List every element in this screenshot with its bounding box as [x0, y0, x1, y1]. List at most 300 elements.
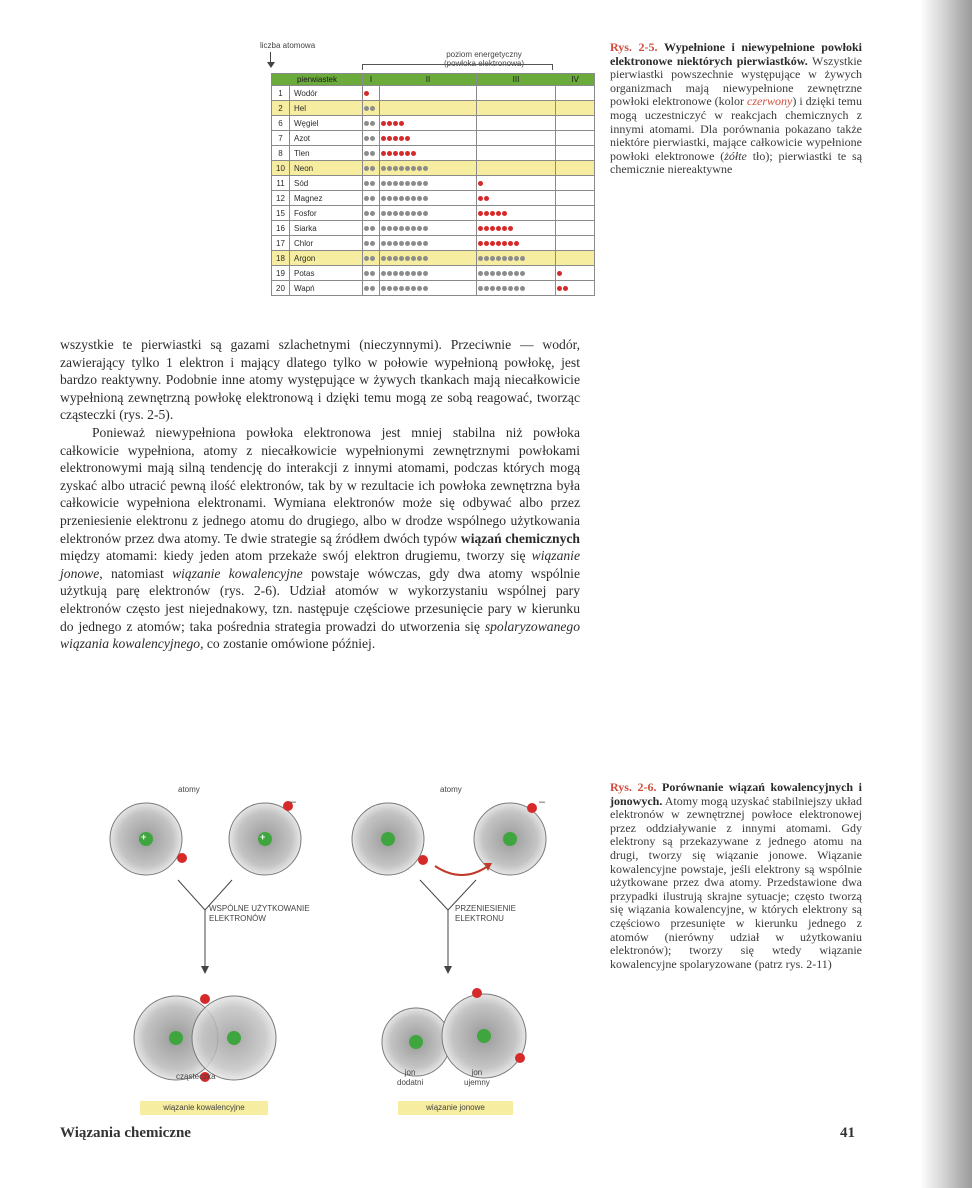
atoms-label-right: atomy: [440, 785, 462, 794]
electron-dot: [364, 136, 369, 141]
sharing-label: WSPÓLNE UŻYTKOWANIE ELEKTRONÓW: [209, 904, 310, 923]
electron-dot: [502, 271, 507, 276]
atomic-number: 20: [272, 281, 290, 296]
page-number: 41: [840, 1125, 855, 1141]
atomic-number: 6: [272, 116, 290, 131]
table-row: [272, 116, 595, 131]
shell-cell: [363, 236, 380, 251]
electron-dot: [387, 121, 392, 126]
shell-cell: [363, 131, 380, 146]
electron-dot: [484, 211, 489, 216]
electron-dot: [508, 256, 513, 261]
shell-cell: [556, 116, 595, 131]
table-row: [272, 101, 595, 116]
electron-dot: [417, 241, 422, 246]
electron-dot: [484, 256, 489, 261]
electron-dot: [520, 271, 525, 276]
electron-dot: [423, 181, 428, 186]
electron-dot: [514, 286, 519, 291]
electron-dot: [496, 286, 501, 291]
shell-cell: [380, 266, 477, 281]
electron-dot: [423, 271, 428, 276]
electron-dot: [527, 803, 537, 813]
electron-dot: [423, 286, 428, 291]
electron-dot: [393, 271, 398, 276]
shell-cell: [556, 86, 595, 101]
electron-dot: [417, 286, 422, 291]
atomic-number: 16: [272, 221, 290, 236]
atomic-number: 15: [272, 206, 290, 221]
electron-dot: [484, 226, 489, 231]
electron-dot: [393, 226, 398, 231]
electron-dot: [418, 855, 428, 865]
shell-cell: [380, 131, 477, 146]
energy-level-label: poziom energetyczny (powłoka elektronowa): [443, 50, 525, 68]
electron-shell-table: [271, 73, 595, 296]
shell-cell: [477, 191, 556, 206]
shell-cell: [363, 146, 380, 161]
arrow-head-icon: [267, 62, 275, 68]
covalent-bond-label: wiązanie kowalencyjne: [140, 1101, 268, 1115]
shell-cell: [477, 236, 556, 251]
atomic-number: 7: [272, 131, 290, 146]
electron-dot: [387, 271, 392, 276]
atoms-label-left: atomy: [178, 785, 200, 794]
electron-dot: [387, 226, 392, 231]
electron-dot: [502, 226, 507, 231]
electron-dot: [364, 106, 369, 111]
shell-cell: [477, 131, 556, 146]
table-header: [272, 74, 595, 86]
atomic-number: 10: [272, 161, 290, 176]
electron-dot: [364, 211, 369, 216]
shell-cell: [380, 191, 477, 206]
electron-dot: [490, 241, 495, 246]
electron-dot: [364, 151, 369, 156]
electron-dot: [502, 211, 507, 216]
element-name: Neon: [290, 161, 363, 176]
shell-cell: [556, 146, 595, 161]
electron-symbol: –: [290, 796, 297, 808]
electron-dot: [399, 136, 404, 141]
table-row: [272, 206, 595, 221]
electron-dot: [364, 121, 369, 126]
electron-dot: [387, 256, 392, 261]
electron-dot: [484, 286, 489, 291]
electron-dot: [423, 241, 428, 246]
nucleus-symbol: +: [141, 832, 147, 842]
electron-dot: [405, 181, 410, 186]
electron-dot: [411, 241, 416, 246]
table-row: [272, 221, 595, 236]
electron-dot: [381, 256, 386, 261]
electron-dot: [370, 226, 375, 231]
electron-dot: [405, 196, 410, 201]
electron-dot: [478, 226, 483, 231]
shell-cell: [556, 236, 595, 251]
shell-cell: [380, 161, 477, 176]
shell-cell: [477, 161, 556, 176]
molecule-label: cząsteczka: [176, 1072, 216, 1081]
electron-dot: [514, 256, 519, 261]
electron-dot: [423, 196, 428, 201]
electron-dot: [405, 211, 410, 216]
electron-dot: [381, 121, 386, 126]
electron-dot: [381, 151, 386, 156]
electron-dot: [364, 241, 369, 246]
electron-dot: [502, 256, 507, 261]
shell-cell: [556, 191, 595, 206]
electron-dot: [387, 181, 392, 186]
electron-dot: [393, 136, 398, 141]
electron-dot: [520, 256, 525, 261]
electron-dot: [364, 256, 369, 261]
electron-dot: [411, 286, 416, 291]
positive-ion: [382, 1008, 450, 1076]
electron-dot: [387, 241, 392, 246]
electron-dot: [423, 226, 428, 231]
figure-2-5-caption: Rys. 2-5. Wypełnione i niewypełnione powłoki elektronowe niektórych pierwiastków. Wszystkie pierwiastki powszechnie występujące w żywych organizmach mają niewypełnione zewnętrzne powłoki elektronowe (kolor czerwony) i dzięki temu mogą uczestniczyć w reakcjach chemicznych z innymi atomami. Dla porównania pokazano także niektóre pierwiastki, mające całkowicie wypełnione powłoki elektronowe (żółte tło); pierwiastki te są chemicznie niereaktywne: [610, 40, 863, 177]
shell-cell: [380, 86, 477, 101]
element-name: Hel: [290, 101, 363, 116]
atomic-number-label: liczba atomowa: [260, 41, 316, 50]
electron-dot: [411, 226, 416, 231]
shell-cell: [556, 251, 595, 266]
shell-cell: [477, 176, 556, 191]
electron-dot: [370, 121, 375, 126]
electron-dot: [405, 226, 410, 231]
electron-dot: [411, 151, 416, 156]
table-row: [272, 251, 595, 266]
transfer-arrow: [435, 866, 488, 875]
table-row: [272, 176, 595, 191]
electron-dot: [478, 271, 483, 276]
electron-dot: [370, 241, 375, 246]
electron-dot: [508, 226, 513, 231]
electron-dot: [364, 166, 369, 171]
electron-dot: [364, 286, 369, 291]
electron-dot: [508, 271, 513, 276]
electron-dot: [399, 196, 404, 201]
electron-dot: [370, 181, 375, 186]
electron-dot: [520, 286, 525, 291]
electron-dot: [508, 241, 513, 246]
shell-cell: [477, 101, 556, 116]
electron-dot: [370, 271, 375, 276]
shell-cell: [380, 281, 477, 296]
electron-dot: [478, 181, 483, 186]
shell-cell: [477, 251, 556, 266]
electron-dot: [393, 286, 398, 291]
atomic-number: 11: [272, 176, 290, 191]
electron-dot: [502, 241, 507, 246]
electron-dot: [387, 136, 392, 141]
electron-dot: [393, 151, 398, 156]
electron-dot: [405, 241, 410, 246]
electron-dot: [411, 271, 416, 276]
header-shell: II: [380, 74, 477, 86]
electron-dot: [381, 241, 386, 246]
electron-dot: [387, 286, 392, 291]
element-name: Sód: [290, 176, 363, 191]
electron-dot: [417, 196, 422, 201]
shell-cell: [556, 206, 595, 221]
electron-dot: [405, 151, 410, 156]
electron-dot: [399, 271, 404, 276]
element-name: Chlor: [290, 236, 363, 251]
electron-dot: [381, 271, 386, 276]
electron-dot: [490, 286, 495, 291]
electron-dot: [417, 256, 422, 261]
electron-dot: [399, 166, 404, 171]
shell-cell: [380, 236, 477, 251]
electron-dot: [370, 106, 375, 111]
atom-right-1: [352, 803, 424, 875]
shell-cell: [363, 266, 380, 281]
electron-dot: [393, 256, 398, 261]
electron-dot: [490, 256, 495, 261]
electron-dot: [381, 211, 386, 216]
atomic-number: 1: [272, 86, 290, 101]
electron-dot: [514, 241, 519, 246]
shell-cell: [380, 116, 477, 131]
electron-dot: [490, 226, 495, 231]
electron-dot: [393, 196, 398, 201]
electron-dot: [393, 166, 398, 171]
electron-dot: [370, 166, 375, 171]
electron-dot: [381, 166, 386, 171]
electron-dot: [417, 211, 422, 216]
shell-cell: [363, 206, 380, 221]
table-row: [272, 281, 595, 296]
electron-dot: [381, 226, 386, 231]
negative-ion-label: jon ujemny: [464, 1068, 490, 1087]
electron-dot: [417, 271, 422, 276]
nucleus-symbol: +: [260, 832, 266, 842]
header-shell: IV: [556, 74, 595, 86]
electron-dot: [405, 286, 410, 291]
element-name: Siarka: [290, 221, 363, 236]
shell-cell: [477, 86, 556, 101]
bond-comparison-diagram: [90, 780, 590, 1130]
electron-dot: [364, 271, 369, 276]
electron-dot: [411, 256, 416, 261]
atomic-number: 18: [272, 251, 290, 266]
electron-dot: [364, 226, 369, 231]
header-shell: I: [363, 74, 380, 86]
atomic-number: 8: [272, 146, 290, 161]
paragraph-1: wszystkie te pierwiastki są gazami szlachetnymi (nieczynnymi). Przeciwnie — wodór, zawierający tylko 1 elektron i mający dlatego tylko w połowie wypełnioną powłokę, jest bardzo reaktywny. Podobnie inne atomy występujące w żywych tkankach mają niecałkowicie wypełnioną zewnętrzną powłokę elektronową i dzięki temu mogą ze sobą reagować, tworząc cząsteczki (rys. 2-5).: [60, 337, 580, 423]
electron-dot: [411, 196, 416, 201]
positive-ion-label: jon dodatni: [397, 1068, 424, 1087]
electron-dot: [405, 166, 410, 171]
electron-dot: [417, 226, 422, 231]
molecule: [134, 994, 276, 1082]
electron-dot: [496, 226, 501, 231]
electron-dot: [393, 181, 398, 186]
shell-cell: [363, 251, 380, 266]
shell-cell: [556, 221, 595, 236]
atomic-number: 12: [272, 191, 290, 206]
shell-cell: [556, 176, 595, 191]
electron-dot: [393, 121, 398, 126]
shell-cell: [477, 206, 556, 221]
table-row: [272, 131, 595, 146]
electron-dot: [423, 256, 428, 261]
electron-dot: [417, 166, 422, 171]
electron-dot: [423, 211, 428, 216]
table-row: [272, 266, 595, 281]
electron-dot: [381, 136, 386, 141]
shell-cell: [363, 101, 380, 116]
electron-dot: [496, 256, 501, 261]
element-name: Potas: [290, 266, 363, 281]
shell-cell: [556, 161, 595, 176]
electron-dot: [370, 286, 375, 291]
table-row: [272, 146, 595, 161]
electron-dot: [364, 196, 369, 201]
electron-dot: [381, 181, 386, 186]
electron-dot: [399, 211, 404, 216]
shell-cell: [477, 116, 556, 131]
shell-cell: [477, 221, 556, 236]
electron-dot: [484, 271, 489, 276]
table-row: [272, 86, 595, 101]
shell-cell: [363, 176, 380, 191]
element-name: Tlen: [290, 146, 363, 161]
electron-dot: [399, 181, 404, 186]
electron-dot: [484, 241, 489, 246]
shell-cell: [363, 161, 380, 176]
electron-dot: [557, 286, 562, 291]
electron-dot: [478, 241, 483, 246]
electron-dot: [393, 241, 398, 246]
electron-dot: [364, 91, 369, 96]
electron-dot: [496, 271, 501, 276]
electron-dot: [370, 196, 375, 201]
electron-dot: [502, 286, 507, 291]
element-name: Fosfor: [290, 206, 363, 221]
electron-dot: [514, 271, 519, 276]
header-shell: III: [477, 74, 556, 86]
electron-dot: [399, 286, 404, 291]
electron-dot: [490, 211, 495, 216]
shell-cell: [556, 101, 595, 116]
element-name: Azot: [290, 131, 363, 146]
body-text: [60, 336, 580, 653]
shell-cell: [380, 221, 477, 236]
electron-dot: [399, 121, 404, 126]
electron-dot: [411, 166, 416, 171]
shell-cell: [556, 131, 595, 146]
electron-dot: [381, 286, 386, 291]
paragraph-2: Ponieważ niewypełniona powłoka elektronowa jest mniej stabilna niż powłoka całkowicie wypełniona, atomy z niecałkowicie wypełnionymi zewnętrznymi powłokami elektronowymi mają silną tendencję do interakcji z innymi atomami, podczas których mogą zyskać albo utracić pewną ilość elektronów, tak by w rezultacie ich powłoka zewnętrzna była całkowicie wypełniona elektronami. Wymiana elektronów może się odbywać albo przez przeniesienie elektronu z jednego atomu do drugiego, albo w drodze wspólnego użytkowania elektronów przez dwa atomy. Te dwie strategie są źródłem dwóch typów wiązań chemicznych między atomami: kiedy jeden atom przekaże swój elektron drugiemu, tworzy się wiązanie jonowe, natomiast wiązanie kowalencyjne powstaje wówczas, gdy dwa atomy wspólnie użytkują parę elektronów (rys. 2-6). Udział atomów w wykorzystaniu wspólnej pary elektronów często jest niejednakowy, tzn. następuje częściowe przesunięcie pary w kierunku do jednego z atomów; taka pośrednia strategia prowadzi do utworzenia się spolaryzowanego wiązania kowalencyjnego, co zostanie omówione później.: [60, 424, 580, 652]
shell-cell: [556, 266, 595, 281]
shell-cell: [556, 281, 595, 296]
table-row: [272, 236, 595, 251]
header-element: pierwiastek: [272, 74, 363, 86]
electron-dot: [387, 151, 392, 156]
table-row: [272, 161, 595, 176]
shell-cell: [380, 206, 477, 221]
electron-dot: [364, 181, 369, 186]
atomic-number: 2: [272, 101, 290, 116]
element-name: Wapń: [290, 281, 363, 296]
shell-cell: [477, 266, 556, 281]
element-name: Magnez: [290, 191, 363, 206]
electron-dot: [387, 196, 392, 201]
shell-cell: [380, 146, 477, 161]
electron-dot: [478, 286, 483, 291]
shell-cell: [477, 146, 556, 161]
electron-dot: [496, 241, 501, 246]
electron-dot: [370, 151, 375, 156]
figure-2-6-caption: Rys. 2-6. Porównanie wiązań kowalencyjnych i jonowych. Atomy mogą uzyskać stabilniejszy układ elektronów w zewnętrznej powłoce elektronowej przez oddziaływanie z innymi atomami. Gdy elektrony są przekazywane z jednego atomu na drugi, tworzy się wiązanie jonowe. Wiązanie kowalencyjne powstaje, jeśli elektrony są wspólnie użytkowane przez dwa atomy. Przedstawione dwa przypadki ilustrują skrajne sytuacje; często tworzą się wiązania kowalencyjne, w których elektrony są częściowo przesunięte w kierunku jednego z atomów (nierówny udział w użytkowaniu elektronów); tworzy się wtedy wiązanie kowalencyjne spolaryzowane (patrz rys. 2-11): [610, 780, 862, 971]
energy-level-bracket: [362, 64, 553, 70]
element-name: Wodór: [290, 86, 363, 101]
electron-dot: [563, 286, 568, 291]
electron-dot: [490, 271, 495, 276]
table-row: [272, 191, 595, 206]
electron-dot: [557, 271, 562, 276]
shell-cell: [363, 221, 380, 236]
shell-cell: [477, 281, 556, 296]
electron-dot: [370, 256, 375, 261]
element-name: Węgiel: [290, 116, 363, 131]
shell-cell: [380, 101, 477, 116]
electron-dot: [405, 136, 410, 141]
electron-dot: [370, 136, 375, 141]
electron-dot: [399, 151, 404, 156]
electron-dot: [393, 211, 398, 216]
electron-dot: [478, 211, 483, 216]
shell-cell: [380, 176, 477, 191]
electron-dot: [399, 226, 404, 231]
electron-dot: [370, 211, 375, 216]
electron-dot: [508, 286, 513, 291]
shell-cell: [363, 281, 380, 296]
electron-dot: [478, 256, 483, 261]
transfer-label: PRZENIESIENIE ELEKTRONU: [455, 904, 516, 923]
electron-dot: [417, 181, 422, 186]
element-name: Argon: [290, 251, 363, 266]
chapter-title: Wiązania chemiczne: [60, 1125, 191, 1141]
electron-dot: [484, 196, 489, 201]
shell-cell: [380, 251, 477, 266]
negative-ion: [442, 988, 526, 1078]
electron-dot: [423, 166, 428, 171]
shell-cell: [363, 191, 380, 206]
electron-dot: [387, 166, 392, 171]
electron-dot: [399, 241, 404, 246]
electron-dot: [405, 256, 410, 261]
electron-dot: [478, 196, 483, 201]
electron-dot: [387, 211, 392, 216]
electron-dot: [411, 211, 416, 216]
electron-symbol: –: [539, 796, 546, 808]
ionic-bond-label: wiązanie jonowe: [398, 1101, 513, 1115]
atomic-number: 19: [272, 266, 290, 281]
electron-dot: [399, 256, 404, 261]
atomic-number: 17: [272, 236, 290, 251]
electron-dot: [411, 181, 416, 186]
electron-dot: [496, 211, 501, 216]
shell-cell: [363, 116, 380, 131]
electron-dot: [381, 196, 386, 201]
shell-cell: [363, 86, 380, 101]
electron-dot: [177, 853, 187, 863]
electron-dot: [405, 271, 410, 276]
